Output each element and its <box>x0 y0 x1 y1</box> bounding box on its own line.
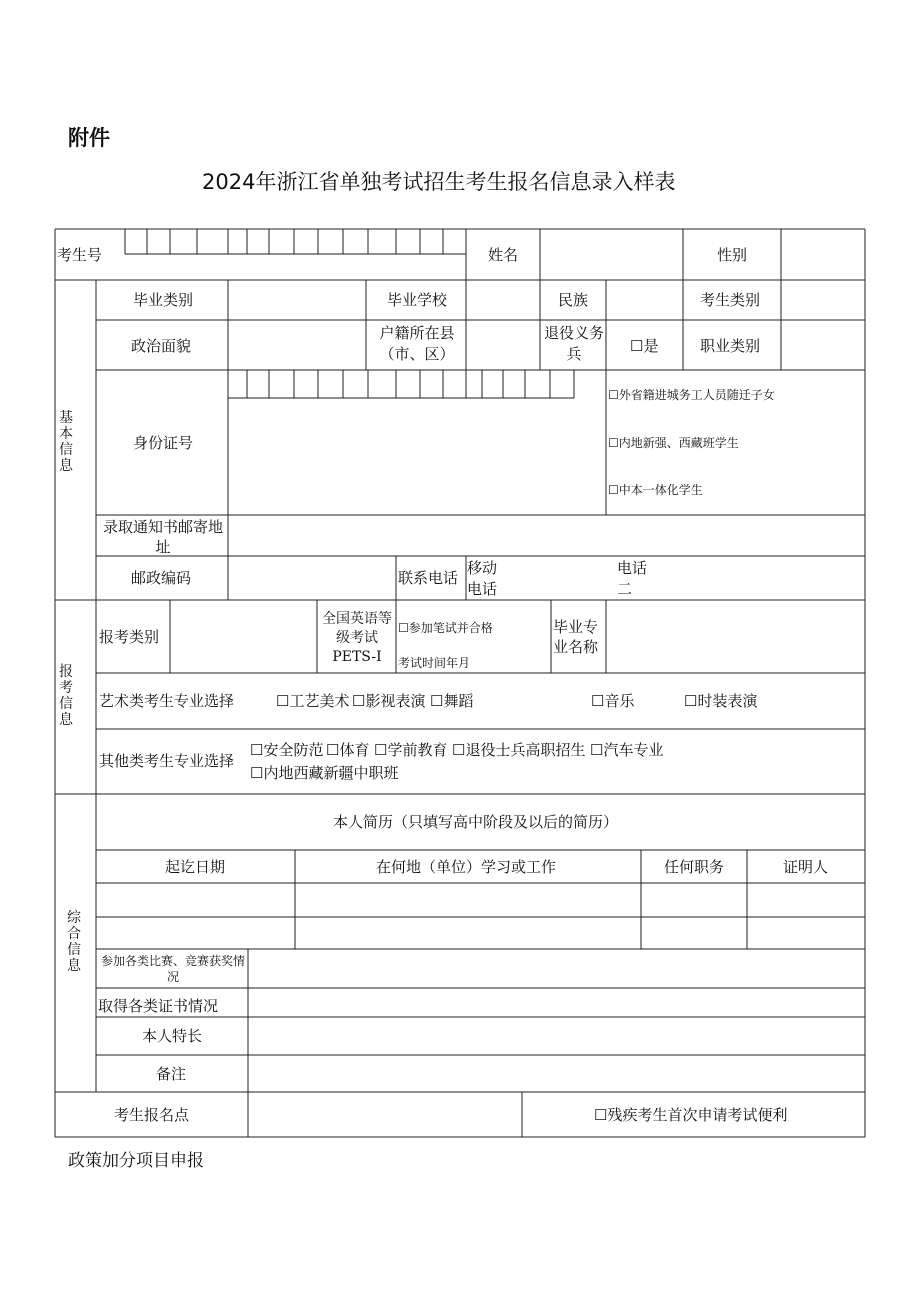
candidate-no-label: 考生号 <box>57 246 103 264</box>
phone2-label: 电话二 <box>617 559 648 598</box>
ethnicity-label: 民族 <box>558 291 589 309</box>
other-opt-auto-checkbox[interactable]: ☐汽车专业 <box>590 741 664 759</box>
other-opt-veteran-checkbox[interactable]: ☐退役士兵高职招生 <box>452 741 586 759</box>
english-exam-label: 全国英语等级考试PETS-I <box>322 611 392 665</box>
col-dates-header: 起讫日期 <box>165 858 226 876</box>
opt-integrated-checkbox[interactable]: ☐中本一体化学生 <box>608 483 703 497</box>
mobile-label: 移动电话 <box>467 559 498 598</box>
mail-addr-label: 录取通知书邮寄地址 <box>102 518 223 556</box>
checkbox-box-icon: ☐ <box>430 692 444 710</box>
apply-type-label: 报考类别 <box>99 628 160 646</box>
checkbox-box-icon: ☐ <box>374 741 388 759</box>
checkbox-box-icon: ☐ <box>250 741 264 759</box>
checkbox-box-icon: ☐ <box>326 741 340 759</box>
checkbox-box-icon: ☐ <box>608 483 619 497</box>
gender-label: 性别 <box>717 246 748 264</box>
art-opt-music-checkbox[interactable]: ☐音乐 <box>591 692 635 710</box>
checkbox-box-icon: ☐ <box>630 337 644 355</box>
checkbox-box-icon: ☐ <box>594 1106 608 1124</box>
checkbox-box-icon: ☐ <box>352 692 366 710</box>
other-label: 其他类考生专业选择 <box>99 752 235 770</box>
veteran-label: 退役义务兵 <box>543 324 604 363</box>
checkbox-box-icon: ☐ <box>398 621 409 635</box>
basic-section-label: 基本信息 <box>59 410 73 474</box>
checkbox-box-icon: ☐ <box>452 741 466 759</box>
remarks-label: 备注 <box>156 1065 187 1083</box>
other-opt-pe-checkbox[interactable]: ☐体育 <box>326 741 370 759</box>
other-opt-preschool-checkbox[interactable]: ☐学前教育 <box>374 741 448 759</box>
checkbox-box-icon: ☐ <box>608 388 619 402</box>
page-title: 2024年浙江省单独考试招生考生报名信息录入样表 <box>202 170 676 194</box>
col-position-header: 任何职务 <box>664 858 725 876</box>
art-opt-crafts-checkbox[interactable]: ☐工艺美术 <box>276 692 350 710</box>
disability-checkbox[interactable]: ☐残疾考生首次申请考试便利 <box>594 1106 788 1124</box>
veteran-yes-checkbox[interactable]: ☐是 <box>630 337 659 355</box>
checkbox-box-icon: ☐ <box>684 692 698 710</box>
resume-title: 本人简历（只填写高中阶段及以后的简历） <box>333 813 619 831</box>
reg-point-label: 考生报名点 <box>114 1106 190 1124</box>
checkbox-box-icon: ☐ <box>276 692 290 710</box>
contact-label: 联系电话 <box>398 569 459 587</box>
checkbox-box-icon: ☐ <box>608 436 619 450</box>
grad-school-label: 毕业学校 <box>387 291 448 309</box>
major-label: 毕业专业名称 <box>553 618 599 656</box>
candidate-type-label: 考生类别 <box>700 291 761 309</box>
col-witness-header: 证明人 <box>783 858 829 876</box>
general-section-label: 综合信息 <box>67 910 81 974</box>
name-label: 姓名 <box>488 246 519 264</box>
awards-label: 参加各类比赛、竞赛获奖情况 <box>100 954 245 984</box>
art-opt-dance-checkbox[interactable]: ☐舞蹈 <box>430 692 474 710</box>
certs-label: 取得各类证书情况 <box>98 997 219 1015</box>
hukou-label: 户籍所在县（市、区） <box>379 324 455 363</box>
political-label: 政治面貌 <box>131 337 192 355</box>
exam-time-label: 考试时间年月 <box>398 656 471 670</box>
checkbox-box-icon: ☐ <box>591 692 605 710</box>
opt-migrant-checkbox[interactable]: ☐外省籍进城务工人员随迁子女 <box>608 388 775 402</box>
policy-bonus-heading: 政策加分项目申报 <box>68 1151 204 1171</box>
opt-xinjiang-checkbox[interactable]: ☐内地新强、西藏班学生 <box>608 436 739 450</box>
written-checkbox[interactable]: ☐参加笔试并合格 <box>398 621 493 635</box>
art-label: 艺术类考生专业选择 <box>99 692 235 710</box>
vocation-type-label: 职业类别 <box>700 337 761 355</box>
art-opt-fashion-checkbox[interactable]: ☐时装表演 <box>684 692 758 710</box>
other-opt-tibet-checkbox[interactable]: ☐内地西藏新疆中职班 <box>250 764 399 782</box>
apply-section-label: 报考信息 <box>59 664 73 728</box>
checkbox-box-icon: ☐ <box>590 741 604 759</box>
attachment-label: 附件 <box>68 126 110 150</box>
col-where-header: 在何地（单位）学习或工作 <box>376 858 557 876</box>
grad-type-label: 毕业类别 <box>133 291 194 309</box>
id-card-label: 身份证号 <box>133 434 194 452</box>
specialty-label: 本人特长 <box>142 1027 203 1045</box>
other-opt-security-checkbox[interactable]: ☐安全防范 <box>250 741 324 759</box>
checkbox-box-icon: ☐ <box>250 764 264 782</box>
postal-label: 邮政编码 <box>131 569 192 587</box>
art-opt-film-checkbox[interactable]: ☐影视表演 <box>352 692 426 710</box>
